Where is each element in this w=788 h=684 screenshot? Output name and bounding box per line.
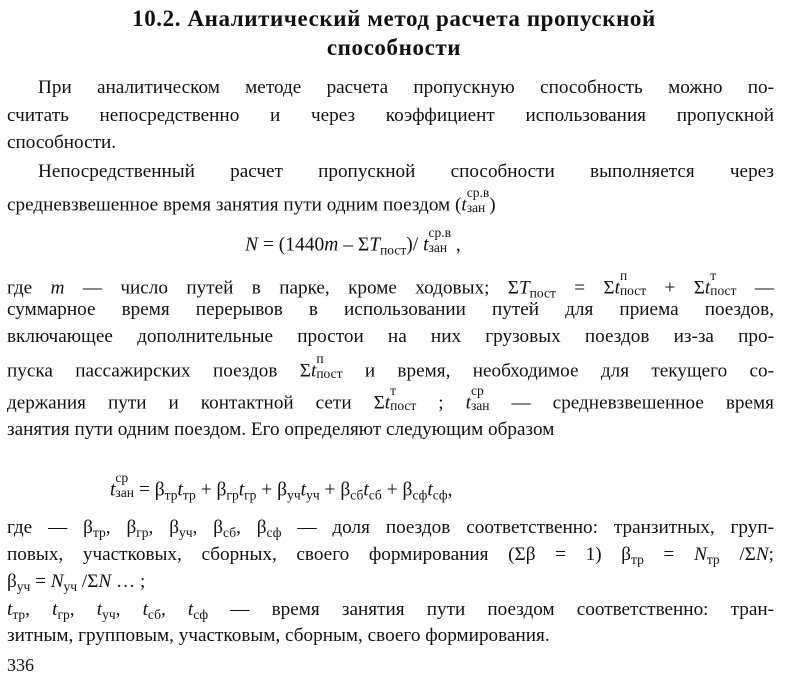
para2-line-1: Непосредственный расчет пропускной способности выполняется через [38,161,774,182]
section-heading-line-1: 10.2. Аналитический метод расчета пропускной [132,6,656,31]
para3-line-1: где m — число путей в парке, кроме ходовых; $\Sigma T_{пост} = \Sigma t$ п пост + Σt т пост — [7,268,774,301]
formula-capacity: $N = (1440m - \Sigma T_{пост})/$ t ср.в зан , [245,225,461,258]
para1-line-2: считать непосредственно и через коэффициент использования пропускной [7,105,774,126]
formula-occupancy-time: t ср зан = $\beta_{тр}t_{тр} + \beta_{гр}t_{гр} + \beta_{уч}t_{уч} + \beta_{сб}t_{сб} + \beta_{сф}t_{сф}$, [110,470,453,503]
para1-line-1: При аналитическом методе расчета пропускную способность можно по- [38,77,774,98]
para3-line-6: занятия пути одним поездом. Его определяют следующим образом [7,419,555,440]
para1-line-3: способности. [7,132,117,153]
para3-line-4: пуска пассажирских поездов Σt п пост и время, необходимое для текущего со- [7,351,774,382]
para4-line-2: повых, участковых, сборных, своего формирования (Σβ = 1) $\beta_{тр} = N_{тр}$ /ΣN; [7,544,774,567]
para4-line-3: $\beta_{уч} = N_{уч}$ /ΣN … ; [7,571,146,594]
para4-line-1: где — $\beta_{тр}$, $\beta_{гр}$, $\beta_{уч}$, $\beta_{сб}$, $\beta_{сф}$ — доля поездов соответственно: транзитных, груп- [7,517,775,540]
para4-line-4: $t_{тр}$, $t_{гр}$, $t_{уч}$, $t_{сб}$, $t_{сф}$ — время занятия пути поездом соответственно: тран- [7,599,775,622]
para4-line-5: зитным, групповым, участковым, сборным, своего формирования. [7,625,550,646]
page-number: 336 [7,655,34,675]
para2-line-2: средневзвешенное время занятия пути одним поездом (t ср.в зан ) [7,185,496,216]
section-heading-line-2: способности [326,35,462,60]
para3-line-5: держания пути и контактной сети Σt т пост ; t ср зан — средневзвешенное время [7,383,774,414]
para3-line-3: включающее дополнительные простои на них грузовых поездов из-за про- [7,326,774,347]
para3-line-2: суммарное время перерывов в использовании путей для приема поездов, [7,299,774,320]
